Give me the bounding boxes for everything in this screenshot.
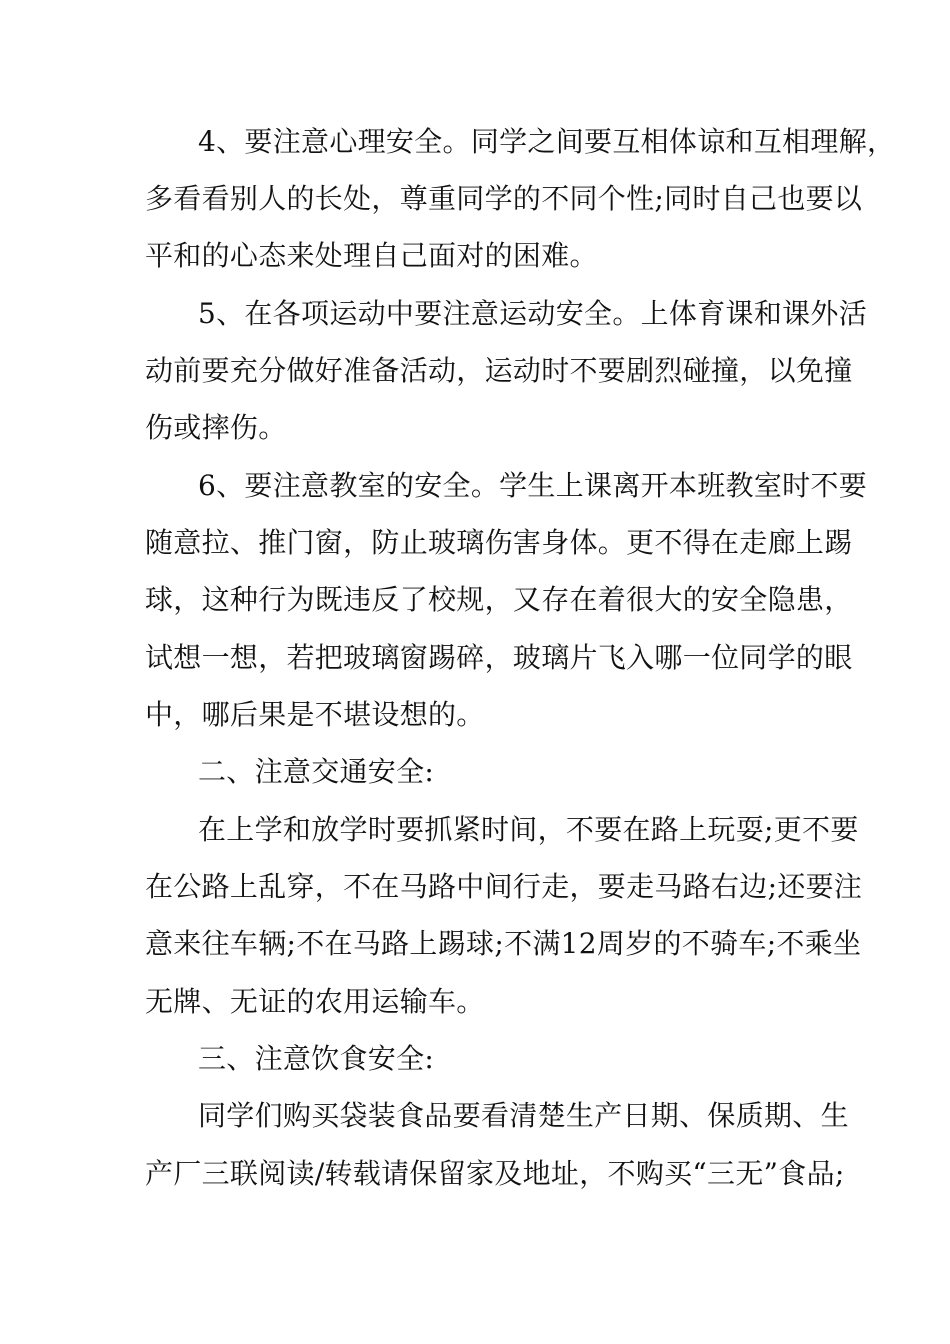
paragraph-6-line-1: 6、要注意教室的安全。学生上课离开本班教室时不要 (198, 469, 868, 502)
paragraph-4-line-2: 多看看别人的长处，尊重同学的不同个性;同时自己也要以 (145, 182, 863, 215)
traffic-paragraph-line-2: 在公路上乱穿，不在马路中间行走，要走马路右边;还要注 (145, 870, 863, 903)
traffic-paragraph-line-4: 无牌、无证的农用运输车。 (145, 985, 485, 1018)
paragraph-4-line-1: 4、要注意心理安全。同学之间要互相体谅和互相理解， (198, 125, 896, 158)
paragraph-5-line-3: 伤或摔伤。 (145, 411, 287, 444)
food-paragraph-line-2: 产厂三联阅读/转载请保留家及地址，不购买“三无”食品; (145, 1157, 845, 1190)
traffic-paragraph-line-1: 在上学和放学时要抓紧时间，不要在路上玩耍;更不要 (198, 813, 859, 846)
paragraph-5-line-1: 5、在各项运动中要注意运动安全。上体育课和课外活 (198, 297, 868, 330)
paragraph-6-line-4: 试想一想，若把玻璃窗踢碎，玻璃片飞入哪一位同学的眼 (145, 641, 853, 674)
food-paragraph-line-1: 同学们购买袋装食品要看清楚生产日期、保质期、生 (198, 1099, 849, 1132)
paragraph-4-line-3: 平和的心态来处理自己面对的困难。 (145, 239, 598, 272)
paragraph-6-line-5: 中，哪后果是不堪设想的。 (145, 698, 485, 731)
section-heading-food: 三、注意饮食安全: (198, 1042, 435, 1075)
traffic-paragraph-line-3: 意来往车辆;不在马路上踢球;不满12周岁的不骑车;不乘坐 (145, 927, 862, 960)
section-heading-traffic: 二、注意交通安全: (198, 755, 435, 788)
paragraph-5-line-2: 动前要充分做好准备活动，运动时不要剧烈碰撞，以免撞 (145, 354, 853, 387)
paragraph-6-line-2: 随意拉、推门窗，防止玻璃伤害身体。更不得在走廊上踢 (145, 526, 853, 559)
paragraph-6-line-3: 球，这种行为既违反了校规，又存在着很大的安全隐患， (145, 583, 853, 616)
